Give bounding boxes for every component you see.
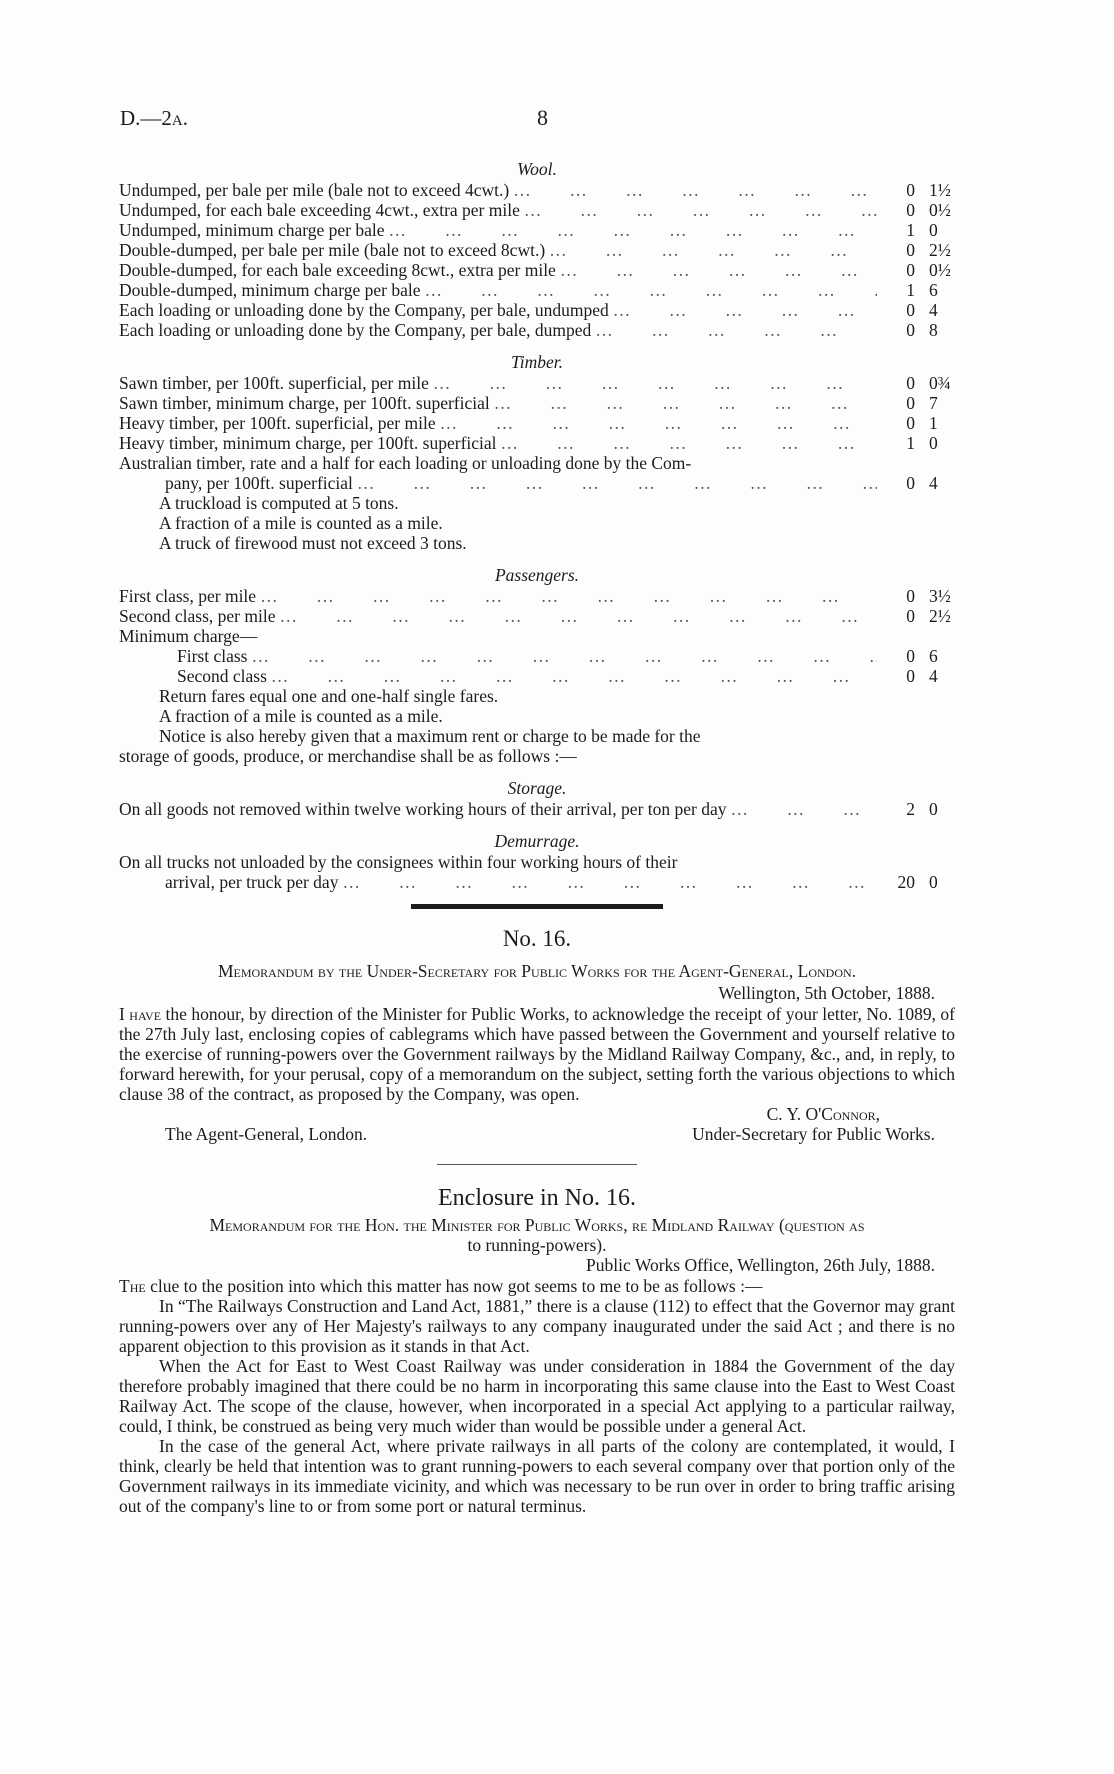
- timber-note: A truck of firewood must not exceed 3 tons.: [159, 533, 467, 553]
- tariff-row: Heavy timber, minimum charge, per 100ft. superficial … … … … … … … … … … … … … … 1 0: [119, 433, 955, 453]
- tariff-row: Undumped, per bale per mile (bale not to exceed 4cwt.) … … … … … … … … … … … … … … 0 1½: [119, 180, 955, 200]
- minimum-charge-label: Minimum charge—: [119, 626, 258, 646]
- enclosure-memo-line: Memorandum for the Hon. the Minister for Public Works, re Midland Railway (question as: [209, 1215, 865, 1235]
- tariff-row: Sawn timber, minimum charge, per 100ft. superficial … … … … … … … … … … … … … … 0 7: [119, 393, 955, 413]
- reference-suffix: A: [171, 113, 183, 129]
- storage-notice-line: storage of goods, produce, or merchandise shall be as follows :—: [119, 746, 577, 766]
- tariff-row: Each loading or unloading done by the Company, per bale, undumped … … … … … … … … … … … … … … 0 4: [119, 300, 955, 320]
- wool-table: [119, 180, 955, 340]
- memo-dateline: Wellington, 5th October, 1888.: [718, 983, 935, 1003]
- passengers-heading: Passengers.: [494, 565, 580, 585]
- demurrage-line: On all trucks not unloaded by the consignees within four working hours of their: [119, 852, 678, 872]
- memo-signoff: [119, 1124, 955, 1144]
- tariff-row-australian: Australian timber, rate and a half for each loading or unloading done by the Com-: [119, 453, 692, 473]
- tariff-row: Undumped, minimum charge per bale … … … … … … … … … … … … … … 1 0: [119, 220, 955, 240]
- document-reference: D.—2A.: [120, 106, 189, 130]
- page-number: 8: [537, 105, 548, 130]
- memo-signatory-title: Under-Secretary for Public Works.: [692, 1124, 935, 1144]
- tariff-row: Double-dumped, for each bale exceeding 8cwt., extra per mile … … … … … … … … … … … … … … 0 0½: [119, 260, 955, 280]
- memo-number: No. 16.: [502, 926, 572, 951]
- memo-signature: C. Y. O'Connor,: [766, 1104, 880, 1124]
- wool-heading: Wool.: [517, 159, 557, 179]
- demurrage-row: arrival, per truck per day … … … … … … … … … … … … … … 20 0: [119, 872, 955, 892]
- tariff-row: Sawn timber, per 100ft. superficial, per mile … … … … … … … … … … … … … … 0 0¾: [119, 373, 955, 393]
- passengers-table: [119, 586, 955, 766]
- tariff-row: Second class, per mile … … … … … … … … … … … … … … 0 2½: [119, 606, 955, 626]
- storage-row: On all goods not removed within twelve working hours of their arrival, per ton per day … … … … … … … … … … … … … … 2 0: [119, 799, 955, 819]
- passengers-note: Return fares equal one and one-half single fares.: [159, 686, 499, 706]
- timber-heading: Timber.: [510, 352, 564, 372]
- tariff-row: Double-dumped, minimum charge per bale … … … … … … … … … … … … … … 1 6: [119, 280, 955, 300]
- demurrage-heading: Demurrage.: [494, 831, 580, 851]
- tariff-row: First class, per mile … … … … … … … … … … … … … … 0 3½: [119, 586, 955, 606]
- tariff-row-australian-cont: pany, per 100ft. superficial … … … … … … … … … … … … … … 0 4: [119, 473, 955, 493]
- memo-title: Memorandum by the Under-Secretary for Public Works for the Agent-General, London.: [217, 961, 857, 981]
- enclosure-paragraph: When the Act for East to West Coast Railway was under consideration in 1884 the Government of the day therefore probably imagined that there could be no harm in incorporating this same clause into the East to West Coast Railway Act. The scope of the clause, however, when incorporated in a special Act applying to a particular railway, could, I think, be construed as being very much wider than would be possible under a general Act.: [119, 1356, 955, 1436]
- enclosure-title: Enclosure in No. 16.: [438, 1185, 636, 1211]
- passengers-note: A fraction of a mile is counted as a mile.: [159, 706, 443, 726]
- tariff-row: Second class … … … … … … … … … … … … … … 0 4: [119, 666, 955, 686]
- enclosure-lead: The clue to the position into which this matter has now got seems to me to be as follows :—: [119, 1276, 763, 1296]
- page-header: [120, 105, 994, 134]
- tariff-row: Heavy timber, per 100ft. superficial, per mile … … … … … … … … … … … … … … 0 1: [119, 413, 955, 433]
- enclosure-paragraph: In “The Railways Construction and Land Act, 1881,” there is a clause (112) to effect that the Governor may grant running-powers over any of Her Majesty's railways to any company inaugurated under the said Act ; and there is no apparent objection to this provision as it stands in that Act.: [119, 1296, 955, 1356]
- timber-note: A truckload is computed at 5 tons.: [159, 493, 399, 513]
- tariff-row: Undumped, for each bale exceeding 4cwt., extra per mile … … … … … … … … … … … … … … 0 0½: [119, 200, 955, 220]
- enclosure-dateline: Public Works Office, Wellington, 26th July, 1888.: [586, 1255, 935, 1275]
- tariff-row: Each loading or unloading done by the Company, per bale, dumped … … … … … … … … … … … … … … 0 8: [119, 320, 955, 340]
- document-body: [119, 155, 955, 1516]
- tariff-row: Double-dumped, per bale per mile (bale not to exceed 8cwt.) … … … … … … … … … … … … … … 0 2½: [119, 240, 955, 260]
- enclosure-memo-line: to running-powers).: [467, 1235, 607, 1255]
- storage-heading: Storage.: [507, 778, 567, 798]
- section-divider: [437, 1164, 637, 1165]
- section-divider: [411, 904, 663, 909]
- memo-body: I have the honour, by direction of the Minister for Public Works, to acknowledge the receipt of your letter, No. 1089, of the 27th July last, enclosing copies of cablegrams which have passed between the Government and yourself relative to the exercise of running-powers over the Government railways by the Midland Railway Company, &c., and, in reply, to forward herewith, for your perusal, copy of a memorandum on the subject, setting forth the various objections to which clause 38 of the contract, as proposed by the Company, was open.: [119, 1004, 955, 1104]
- storage-notice-line: Notice is also hereby given that a maximum rent or charge to be made for the: [159, 726, 701, 746]
- enclosure-paragraph: In the case of the general Act, where private railways in all parts of the colony are contemplated, it would, I think, clearly be held that intention was to grant running-powers to each several company over that portion only of the Government railways in its immediate vicinity, and which was necessary to be run over in order to bring traffic arising out of the company's line to or from some port or natural terminus.: [119, 1436, 955, 1516]
- timber-note: A fraction of a mile is counted as a mile.: [159, 513, 443, 533]
- tariff-row: First class … … … … … … … … … … … … … … 0 6: [119, 646, 955, 666]
- reference-main: D.—2: [120, 106, 172, 130]
- timber-table: [119, 373, 955, 553]
- memo-addressee: The Agent-General, London.: [165, 1124, 368, 1144]
